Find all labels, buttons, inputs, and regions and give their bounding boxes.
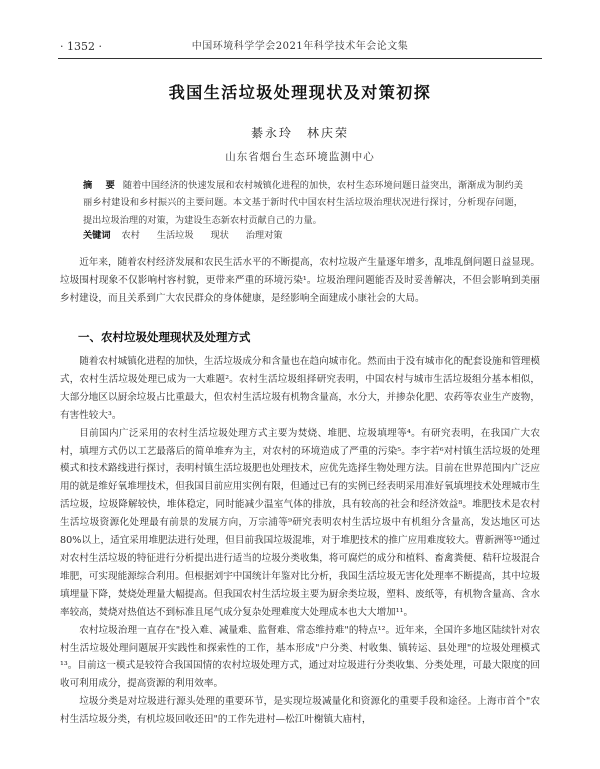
intro-section xyxy=(60,254,540,308)
abstract xyxy=(83,177,523,229)
keyword: 治理对策 xyxy=(245,230,283,241)
body-paragraph: 随着农村城镇化进程的加快，生活垃圾成分和含量也在趋向城市化。然而由于没有城市化的配套设施和管理模式，农村生活垃圾处理已成为一大难题²。农村生活垃圾组择研究表明，中国农村与城市生活垃圾组分基本相似，大部分地区以厨余垃圾占比重最大，但农村生活垃圾有机物含量高，水分大，并掺杂化肥、农药等农业生产废物，有害性较大³。 xyxy=(60,356,540,421)
abstract-label: 摘 要 xyxy=(83,180,117,191)
body-paragraph: 农村垃圾治理一直存在"投入难、减量难、监督难、常态维持难"的特点¹²。近年来，全国许多地区陆续针对农村生活垃圾处理问题展开实践性和探索性的工作，基本形成"户分类、村收集、镇转运、县处理"的垃圾处理模式¹³。目前这一模式是较符合我国国情的农村垃圾处理方式，通过对垃圾进行分类收集、分类处理，可最大限度的回收可利用成分，提高资源的利用效率。 xyxy=(60,624,540,690)
body-paragraph: 目前国内广泛采用的农村生活垃圾处理方式主要为焚烧、堆肥、垃圾填埋等⁴。有研究表明，在我国广大农村，填埋方式仍以工艺最落后的简单堆弃为主，对农村的环境造成了严重的污染⁵。李宇若⁶对村镇生活垃圾的处理模式和技术路线进行探讨，表明村镇生活垃圾肥也处理技术，应优先选择生物处理方法。目前在世界范围内广泛应用的就是维好氧堆埋技术，但我国目前应用实例有限，但通过已有的实例已经表明采用准好氧填埋技术处理城市生活垃圾，垃圾降解较快，堆体稳定，同时能减少温室气体的排放，具有较高的社会和经济效益⁸。堆肥技术是农村生活垃圾资源化处理最有前景的发展方向，万宗浦等⁹研究表明农村生活垃圾中有机组分含量高，发达地区可达80%以上，适宜采用堆肥法进行处理，但目前我国垃圾混堆，对于堆肥技术的推广应用难度较大。曹新洲等¹⁰通过对农村生活垃圾的特征进行分析提出进行适当的垃圾分类收集，将可腐烂的成分和植料、畜禽粪便、秸秆垃圾混合堆肥，可实现能源综合利用。但根据刘宇中国统计年鉴对比分析，我国生活垃圾无害化处理率不断提高，其中垃圾填埋量下降，焚烧处理量大幅提高。但我国农村生活垃圾主要为厨余类垃圾，塑料、废纸等，有机物含量高、含水率较高，焚烧对热值达不到标准且尾气成分复杂处理难度大处理成本也大大增加¹¹。 xyxy=(60,427,540,618)
section-body xyxy=(60,353,540,729)
keyword: 生活垃圾 xyxy=(156,230,194,241)
running-header xyxy=(60,38,540,56)
keyword: 农村 xyxy=(121,230,140,241)
conference-title: 中国环境科学学会2021年科学技术年会论文集 xyxy=(191,41,409,52)
authors: 綦永玲 林庆荣 xyxy=(250,126,349,140)
intro-paragraph: 近年来，随着农村经济发展和农民生活水平的不断提高，农村垃圾产生量逐年增多，乱堆乱倒问题日益显现。垃圾围村现象不仅影响村容村貌，更带来严重的环境污染¹。垃圾治理问题能否及时妥善解决，不但会影响到美丽乡村建设，而且关系到广大农民群众的身体健康，是经影响全面建成小康社会的大局。 xyxy=(60,257,540,304)
keyword: 现状 xyxy=(210,230,229,241)
paper-title: 我国生活垃圾处理现状及对策初探 xyxy=(168,83,432,102)
affiliation: 山东省烟台生态环境监测中心 xyxy=(225,151,375,163)
keywords-label: 关键词 xyxy=(83,230,111,241)
abstract-text: 随着中国经济的快速发展和农村城镇化进程的加快，农村生态环境问题日益突出，渐渐成为制约美丽乡村建设和乡村振兴的主要问题。本文基于新时代中国农村生活垃圾治理状况进行探讨，分析现存问题，提出垃圾治理的对策，为建设生态新农村贡献自己的力量。 xyxy=(83,180,523,226)
page-number: · 1352 · xyxy=(60,40,102,53)
header-rule xyxy=(58,58,542,59)
keywords xyxy=(83,228,523,244)
section-heading: 一、农村垃圾处理现状及处理方式 xyxy=(78,330,251,344)
body-paragraph: 垃圾分类是对垃圾进行源头处理的重要环节，是实现垃圾减量化和资源化的重要手段和途径。上海市首个"农村生活垃圾分类，有机垃圾回收还田"的工作先进村—松江叶榭镇大庙村， xyxy=(60,696,540,726)
